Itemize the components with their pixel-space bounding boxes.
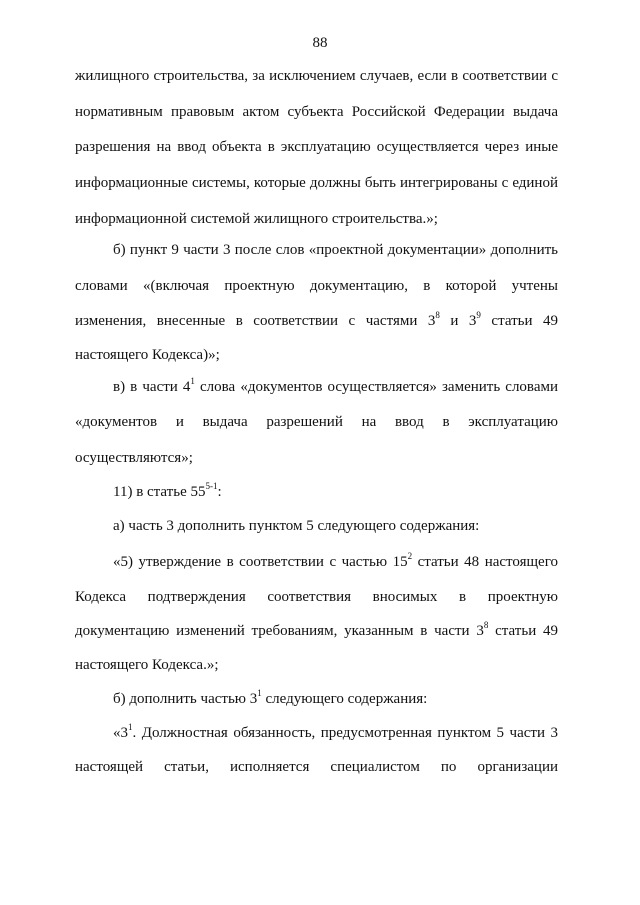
text-segment: и 3 xyxy=(439,313,477,329)
paragraph-start xyxy=(113,689,427,709)
superscript: 8 xyxy=(483,620,489,630)
paragraph-start xyxy=(113,377,558,397)
text-line: осуществляются»; xyxy=(75,450,193,466)
superscript: 9 xyxy=(476,310,481,320)
text-line: информационные системы, которые должны быть интегрированы с единой xyxy=(75,175,558,191)
text-segment: статьи 48 настоящего xyxy=(412,554,558,570)
text-segment: : xyxy=(217,484,222,500)
text-segment: следующего содержания: xyxy=(261,691,428,707)
text-segment: 11) в статье 55 xyxy=(113,484,206,500)
text-line: настоящего Кодекса.»; xyxy=(75,657,219,673)
page-number: 88 xyxy=(312,35,328,51)
paragraph-start: б) пункт 9 части 3 после слов «проектной документации» дополнить xyxy=(113,242,558,258)
text-line: настоящей статьи, исполняется специалистом по организации xyxy=(75,759,558,775)
text-line: информационной системой жилищного строительства.»; xyxy=(75,211,438,227)
text-line: словами «(включая проектную документацию, в которой учтены xyxy=(75,278,558,294)
paragraph-start xyxy=(113,723,558,743)
superscript: 8 xyxy=(435,310,440,320)
text-segment: б) дополнить частью 3 xyxy=(113,691,258,707)
text-segment: «3 xyxy=(113,725,128,741)
superscript: 1 xyxy=(128,722,133,732)
text-segment: изменения, внесенные в соответствии с частями 3 xyxy=(75,313,436,329)
text-segment: «5) утверждение в соответствии с частью 15 xyxy=(113,554,408,570)
text-line: настоящего Кодекса)»; xyxy=(75,347,220,363)
text-line: разрешения на ввод объекта в эксплуатацию осуществляется через иные xyxy=(75,139,558,155)
text-segment: слова «документов осуществляется» заменить словами xyxy=(194,379,558,395)
text-segment: статьи 49 xyxy=(488,623,558,639)
superscript: 5-1 xyxy=(205,481,218,491)
paragraph-start xyxy=(113,482,222,502)
text-line: жилищного строительства, за исключением случаев, если в соответствии с xyxy=(75,68,558,84)
text-segment: документацию изменений требованиям, указанным в части 3 xyxy=(75,623,484,639)
text-line: «документов и выдача разрешений на ввод в эксплуатацию xyxy=(75,414,558,430)
text-segment: статьи 49 xyxy=(480,313,559,329)
text-line xyxy=(75,311,558,331)
text-segment: . Должностная обязанность, предусмотренная пунктом 5 части 3 xyxy=(132,725,558,741)
superscript: 1 xyxy=(257,688,262,698)
superscript: 1 xyxy=(190,376,195,386)
text-line: Кодекса подтверждения соответствия вносимых в проектную xyxy=(75,589,558,605)
paragraph-start xyxy=(113,552,558,572)
text-line xyxy=(75,621,558,641)
text-segment: в) в части 4 xyxy=(113,379,191,395)
paragraph-start: а) часть 3 дополнить пунктом 5 следующего содержания: xyxy=(113,518,480,534)
superscript: 2 xyxy=(407,551,413,561)
text-line: нормативным правовым актом субъекта Российской Федерации выдача xyxy=(75,104,558,120)
